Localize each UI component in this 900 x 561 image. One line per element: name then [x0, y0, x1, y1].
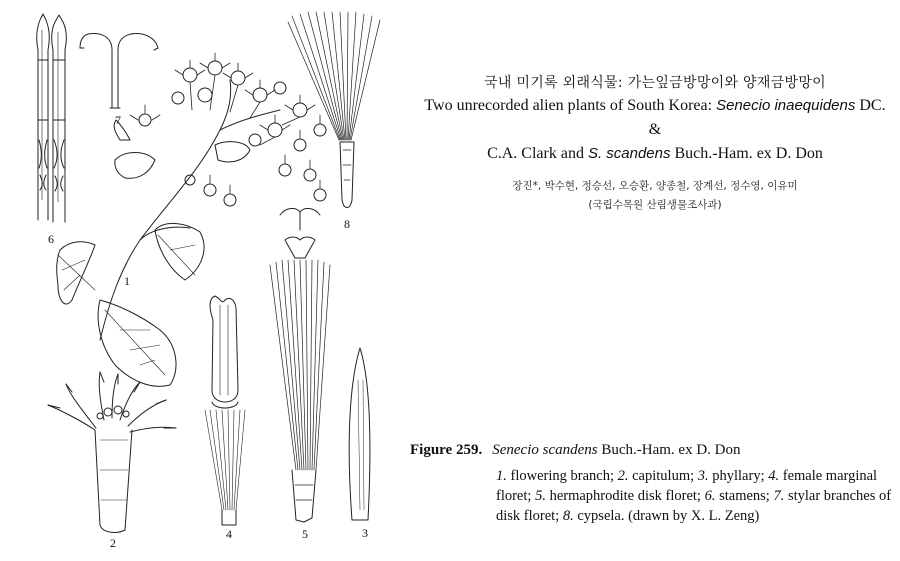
- caption-item: 6. stamens;: [704, 488, 770, 504]
- affiliation: (국립수목원 산림생물조사과): [588, 199, 722, 211]
- fig-label-6: 6: [48, 232, 54, 246]
- caption-item: 7. stylar branches of disk floret;: [496, 488, 892, 524]
- figure-caption: [410, 440, 895, 526]
- botanical-illustration: [0, 0, 400, 561]
- english-title: Two unrecorded alien plants of South Korea: Senecio inaequidens DC. & C.A. Clark and S. scandens Buch.-Ham. ex D. Don: [424, 97, 886, 162]
- fig-label-5: 5: [302, 527, 308, 541]
- flower-heads: [130, 53, 326, 206]
- stylar-branches-drawing: [80, 34, 158, 108]
- caption-item: 3. phyllary;: [697, 468, 765, 484]
- fig-label-8: 8: [344, 217, 350, 231]
- stamens-drawing: [37, 14, 67, 222]
- author-list: 장진*, 박수현, 정승선, 오승환, 양종철, 장계선, 정수영, 이유미: [512, 180, 798, 192]
- cypsela-drawing: [288, 12, 380, 208]
- fig-label-4: 4: [226, 527, 232, 541]
- species-two: S. scandens: [587, 145, 671, 162]
- caption-item: 2. capitulum;: [617, 468, 695, 484]
- caption-species: Senecio scandens: [492, 442, 598, 458]
- caption-title: [410, 440, 895, 460]
- figure-label: Figure 259.: [410, 442, 483, 458]
- caption-item: 4. female marginal floret;: [496, 468, 878, 504]
- fig-label-3: 3: [362, 526, 368, 540]
- fig-label-1: 1: [124, 274, 130, 288]
- caption-authority: Buch.-Ham. ex D. Don: [601, 442, 741, 458]
- hermaphrodite-floret-drawing: [270, 260, 330, 522]
- korean-title: 국내 미기록 외래식물: 가는잎금방망이와 양재금방망이: [484, 75, 826, 91]
- fig-label-7: 7: [115, 113, 121, 127]
- caption-item: 8. cypsela.: [562, 508, 625, 524]
- phyllary-drawing: [349, 348, 370, 520]
- article-header: [420, 72, 890, 212]
- caption-body: [410, 466, 895, 526]
- caption-item: 1. flowering branch;: [496, 468, 614, 484]
- fig-label-2: 2: [110, 536, 116, 550]
- flowering-branch-drawing: [57, 53, 326, 386]
- species-one: Senecio inaequidens: [716, 97, 856, 114]
- disk-floret-top-drawing: [280, 208, 320, 258]
- caption-credit: (drawn by X. L. Zeng): [628, 508, 760, 524]
- female-marginal-floret-drawing: [205, 296, 245, 525]
- capitulum-drawing: [48, 372, 176, 532]
- caption-item: 5. hermaphrodite disk floret;: [535, 488, 701, 504]
